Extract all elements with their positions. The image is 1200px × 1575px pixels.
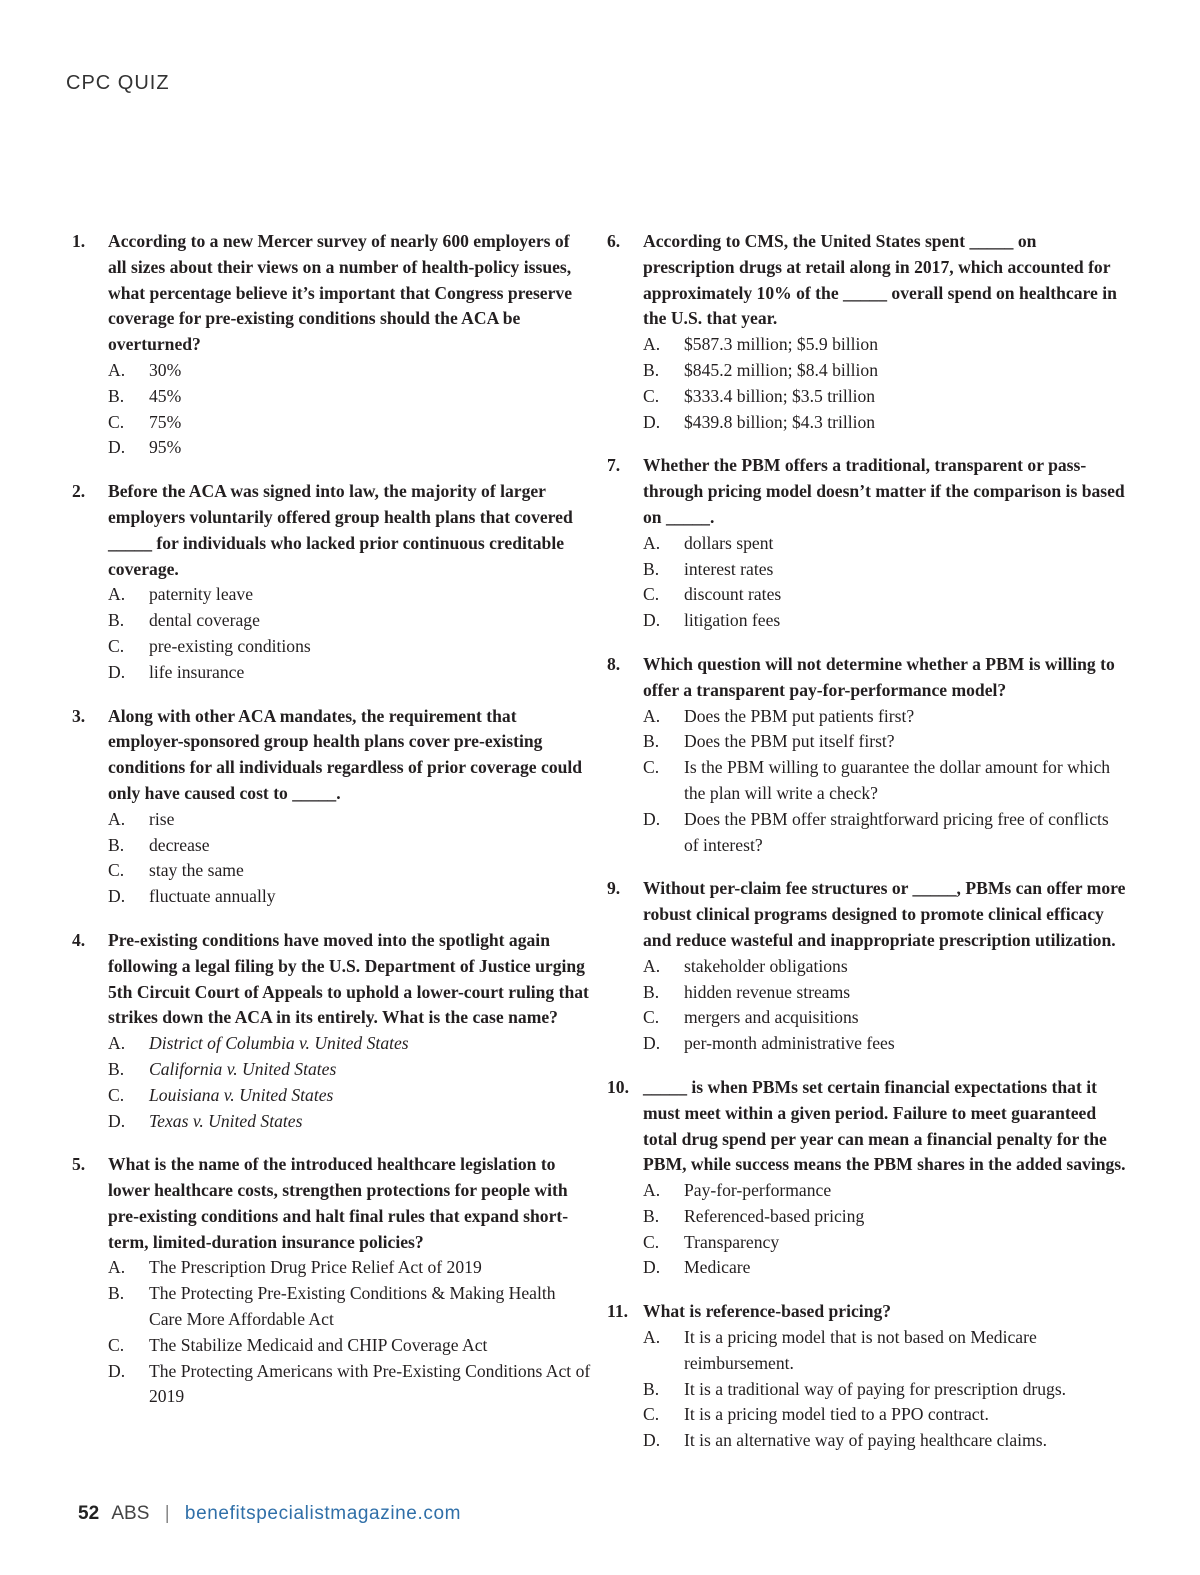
left-column [72, 229, 592, 1428]
option-text: It is a pricing model tied to a PPO contract. [684, 1404, 989, 1425]
question-9 [607, 876, 1127, 1057]
option-text: Does the PBM put itself first? [684, 731, 895, 752]
answer-option [643, 1230, 1127, 1256]
answer-option [643, 1005, 1127, 1031]
answer-option [108, 1281, 592, 1333]
answer-option [643, 332, 1127, 358]
answer-option [643, 531, 1127, 557]
question-number: 3. [72, 705, 86, 726]
footer-separator: | [164, 1503, 170, 1524]
option-text: Transparency [684, 1231, 780, 1252]
question-number: 4. [72, 929, 86, 950]
answer-option [108, 435, 592, 461]
answer-option [643, 729, 1127, 755]
option-letter: B. [108, 610, 125, 631]
option-letter: B. [108, 385, 125, 406]
answer-option [108, 1109, 592, 1135]
option-text: hidden revenue streams [684, 981, 851, 1002]
option-letter: B. [643, 981, 660, 1002]
question-number: 7. [607, 455, 621, 476]
option-text: interest rates [684, 558, 774, 579]
option-letter: D. [643, 610, 661, 631]
answer-option [108, 1255, 592, 1281]
option-text: Does the PBM offer straightforward pricing free of conflicts of interest? [684, 808, 1109, 855]
option-text: $845.2 million; $8.4 billion [684, 359, 879, 380]
question-10 [607, 1075, 1127, 1281]
answer-option [108, 582, 592, 608]
option-letter: B. [108, 1058, 125, 1079]
option-text: Texas v. United States [149, 1110, 303, 1131]
question-text: Whether the PBM offers a traditional, transparent or pass-through pricing model doesn’t matter if the comparison is based on _____. [643, 455, 1125, 527]
option-letter: A. [643, 1180, 661, 1201]
option-letter: D. [108, 886, 126, 907]
answer-option [108, 858, 592, 884]
option-text: stakeholder obligations [684, 955, 848, 976]
option-text: Does the PBM put patients first? [684, 705, 915, 726]
answer-option [643, 582, 1127, 608]
option-letter: D. [643, 1430, 661, 1451]
option-text: dollars spent [684, 532, 774, 553]
answer-option [108, 660, 592, 686]
option-letter: C. [108, 860, 125, 881]
option-letter: A. [643, 334, 661, 355]
question-1 [72, 229, 592, 461]
option-text: It is an alternative way of paying healthcare claims. [684, 1430, 1047, 1451]
option-letter: B. [643, 1205, 660, 1226]
answer-option [643, 384, 1127, 410]
question-number: 8. [607, 653, 621, 674]
option-letter: B. [643, 558, 660, 579]
right-column [607, 229, 1127, 1472]
option-letter: A. [108, 1033, 126, 1054]
question-text: Before the ACA was signed into law, the majority of larger employers voluntarily offered group health plans that covered _____ for individuals who lacked prior continuous creditable coverage. [108, 481, 573, 579]
question-number: 5. [72, 1154, 86, 1175]
question-2 [72, 479, 592, 685]
option-text: per-month administrative fees [684, 1033, 895, 1054]
option-text: paternity leave [149, 584, 254, 605]
website-link[interactable]: benefitspecialistmagazine.com [184, 1503, 462, 1524]
option-text: Louisiana v. United States [149, 1084, 334, 1105]
option-letter: A. [108, 1257, 126, 1278]
answer-option [108, 807, 592, 833]
answer-option [108, 1359, 592, 1411]
question-7 [607, 453, 1127, 634]
option-text: decrease [149, 834, 210, 855]
answer-option [643, 1402, 1127, 1428]
option-text: It is a traditional way of paying for prescription drugs. [684, 1378, 1067, 1399]
answer-option [108, 634, 592, 660]
option-text: $587.3 million; $5.9 billion [684, 334, 879, 355]
question-text: According to CMS, the United States spent _____ on prescription drugs at retail along in 2017, which accounted for approximately 10% of the _____ overall spend on healthcare in the U.S. that year. [643, 231, 1117, 329]
answer-option [108, 1333, 592, 1359]
option-text: $439.8 billion; $4.3 trillion [684, 411, 876, 432]
answer-option [643, 954, 1127, 980]
question-11 [607, 1299, 1127, 1454]
question-number: 9. [607, 878, 621, 899]
option-letter: B. [108, 1283, 125, 1304]
option-letter: D. [108, 661, 126, 682]
option-letter: C. [643, 1007, 660, 1028]
answer-option [643, 1178, 1127, 1204]
option-text: District of Columbia v. United States [149, 1033, 409, 1054]
option-text: $333.4 billion; $3.5 trillion [684, 385, 876, 406]
question-5 [72, 1152, 592, 1410]
question-number: 2. [72, 481, 86, 502]
option-letter: B. [643, 1378, 660, 1399]
question-text: What is the name of the introduced healthcare legislation to lower healthcare costs, strengthen protections for people with pre-existing conditions and halt final rules that expand short-term, limited-duration insurance policies? [108, 1154, 569, 1252]
option-letter: D. [643, 1033, 661, 1054]
option-letter: A. [643, 1327, 661, 1348]
question-number: 6. [607, 231, 621, 251]
question-number: 11. [607, 1301, 629, 1322]
option-text: pre-existing conditions [149, 635, 311, 656]
question-3 [72, 704, 592, 910]
answer-option [108, 833, 592, 859]
option-text: It is a pricing model that is not based on Medicare reimbursement. [684, 1327, 1037, 1373]
answer-option [643, 1377, 1127, 1403]
answer-option [108, 1031, 592, 1057]
option-letter: C. [643, 1231, 660, 1252]
option-letter: C. [108, 411, 125, 432]
answer-option [643, 1204, 1127, 1230]
question-6 [607, 229, 1127, 435]
option-letter: A. [643, 705, 661, 726]
option-letter: C. [108, 1334, 125, 1355]
option-text: 95% [149, 437, 182, 458]
option-letter: C. [108, 635, 125, 656]
option-letter: C. [643, 385, 660, 406]
question-text: Pre-existing conditions have moved into the spotlight again following a legal filing by the U.S. Department of Justice urging 5th Circuit Court of Appeals to uphold a lower-court ruling that strikes down the ACA in its entirely. What is the case name? [108, 929, 589, 1028]
question-text: _____ is when PBMs set certain financial expectations that it must meet within a given period. Failure to meet guaranteed total drug spend per year can mean a financial penalty for the PBM, while success means the PBM shares in the added savings. [643, 1076, 1126, 1175]
page-header-title: CPC QUIZ [66, 72, 170, 94]
option-text: discount rates [684, 584, 782, 605]
question-text: What is reference-based pricing? [643, 1301, 892, 1322]
answer-option [643, 807, 1127, 859]
answer-option [643, 755, 1127, 807]
answer-option [643, 704, 1127, 730]
option-letter: C. [108, 1084, 125, 1105]
answer-option [108, 608, 592, 634]
option-letter: B. [108, 834, 125, 855]
option-text: The Prescription Drug Price Relief Act of 2019 [149, 1257, 482, 1278]
option-letter: A. [643, 532, 661, 553]
option-text: dental coverage [149, 610, 260, 631]
option-text: mergers and acquisitions [684, 1007, 859, 1028]
option-text: 45% [149, 385, 182, 406]
option-text: Referenced-based pricing [684, 1205, 865, 1226]
option-letter: B. [643, 731, 660, 752]
option-letter: C. [643, 1404, 660, 1425]
option-text: The Protecting Americans with Pre-Existing Conditions Act of 2019 [149, 1360, 591, 1407]
answer-option [643, 980, 1127, 1006]
option-letter: D. [643, 1257, 661, 1278]
option-letter: C. [643, 757, 660, 778]
question-4 [72, 928, 592, 1134]
option-text: Is the PBM willing to guarantee the dollar amount for which the plan will write a check? [684, 757, 1111, 803]
option-letter: D. [108, 1360, 126, 1381]
question-text: According to a new Mercer survey of nearly 600 employers of all sizes about their views on a number of health-policy issues, what percentage believe it’s important that Congress preserve coverage for pre-existing conditions should the ACA be overturned? [108, 231, 573, 355]
option-text: 30% [149, 359, 182, 380]
question-text: Which question will not determine whether a PBM is willing to offer a transparent pay-for-performance model? [643, 653, 1115, 700]
option-text: Medicare [684, 1257, 751, 1278]
option-letter: D. [108, 1110, 126, 1131]
option-letter: A. [108, 584, 126, 605]
answer-option [108, 1083, 592, 1109]
answer-option [108, 1057, 592, 1083]
page-footer [78, 1503, 461, 1525]
answer-option [643, 557, 1127, 583]
question-number: 10. [607, 1076, 629, 1097]
option-letter: D. [643, 808, 661, 829]
option-letter: B. [643, 359, 660, 380]
answer-option [108, 410, 592, 436]
answer-option [108, 884, 592, 910]
question-number: 1. [72, 231, 86, 251]
answer-option [643, 608, 1127, 634]
option-text: The Protecting Pre-Existing Conditions & Making Health Care More Affordable Act [149, 1283, 556, 1330]
option-text: rise [149, 808, 175, 829]
answer-option [643, 1255, 1127, 1281]
answer-option [643, 358, 1127, 384]
option-text: Pay-for-performance [684, 1180, 832, 1201]
option-text: California v. United States [149, 1058, 337, 1079]
option-letter: A. [108, 808, 126, 829]
answer-option [643, 1325, 1127, 1377]
option-letter: A. [108, 359, 126, 380]
option-text: fluctuate annually [149, 886, 276, 907]
answer-option [108, 384, 592, 410]
question-text: Without per-claim fee structures or _____, PBMs can offer more robust clinical programs designed to promote clinical efficacy and reduce wasteful and inappropriate prescription utilization. [643, 878, 1126, 950]
option-text: 75% [149, 411, 182, 432]
question-text: Along with other ACA mandates, the requirement that employer-sponsored group health plans cover pre-existing conditions for all individuals regardless of prior coverage could only have caused cost to _____. [108, 705, 583, 803]
option-letter: C. [643, 584, 660, 605]
option-letter: D. [108, 437, 126, 458]
publication-name: ABS [111, 1503, 150, 1524]
page-number: 52 [78, 1503, 100, 1524]
option-letter: D. [643, 411, 661, 432]
option-text: stay the same [149, 860, 244, 881]
option-text: life insurance [149, 661, 245, 682]
option-text: litigation fees [684, 610, 781, 631]
answer-option [643, 1428, 1127, 1454]
option-letter: A. [643, 955, 661, 976]
answer-option [108, 358, 592, 384]
question-8 [607, 652, 1127, 858]
answer-option [643, 410, 1127, 436]
answer-option [643, 1031, 1127, 1057]
option-text: The Stabilize Medicaid and CHIP Coverage Act [149, 1334, 488, 1355]
